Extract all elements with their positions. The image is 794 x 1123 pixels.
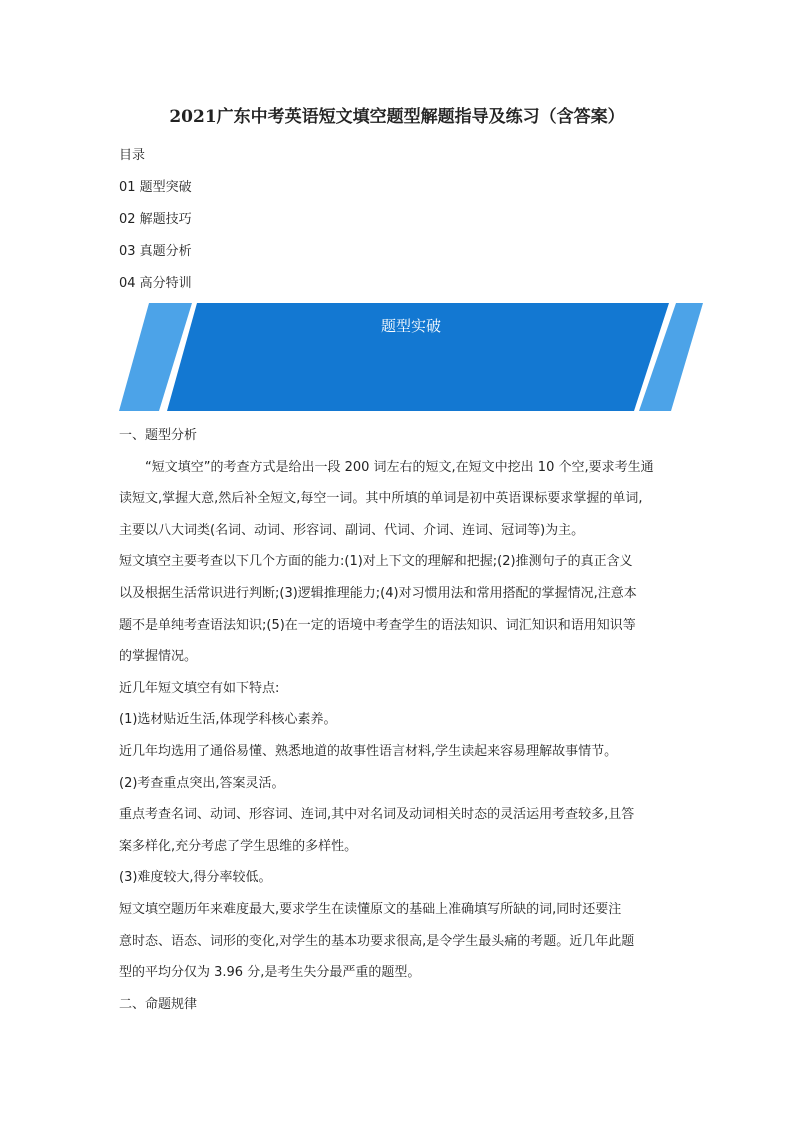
paragraph-line: (2)考查重点突出,答案灵活。 (119, 775, 285, 791)
paragraph-line: 以及根据生活常识进行判断;(3)逻辑推理能力;(4)对习惯用法和常用搭配的掌握情况,注意本 (119, 585, 637, 601)
toc-item-3[interactable]: 03 真题分析 (119, 244, 192, 259)
section-heading: 二、命题规律 (119, 996, 198, 1012)
section-heading: 一、题型分析 (119, 428, 198, 443)
paragraph-line: 案多样化,充分考虑了学生思维的多样性。 (119, 838, 358, 854)
toc-item-2[interactable]: 02 解题技巧 (119, 212, 192, 227)
paragraph-line: 主要以八大词类(名词、动词、形容词、副词、代词、介词、连词、冠词等)为主。 (119, 522, 585, 538)
page-title: 2021广东中考英语短文填空题型解题指导及练习（含答案） (169, 107, 625, 127)
paragraph-line: 近几年均选用了通俗易懂、熟悉地道的故事性语言材料,学生读起来容易理解故事情节。 (119, 743, 618, 759)
paragraph-line: 型的平均分仅为 3.96 分,是考生失分最严重的题型。 (119, 965, 421, 981)
paragraph-line: (3)难度较大,得分率较低。 (119, 870, 272, 886)
section-banner (119, 303, 703, 411)
paragraph-line: 短文填空主要考查以下几个方面的能力:(1)对上下文的理解和把握;(2)推测句子的真正含义 (119, 554, 633, 570)
toc-heading: 目录 (119, 148, 146, 163)
paragraph-line: 近几年短文填空有如下特点: (119, 680, 280, 696)
body-text (119, 420, 677, 1020)
toc-item-1[interactable]: 01 题型突破 (119, 180, 192, 195)
paragraph-line: 的掌握情况。 (119, 649, 198, 665)
paragraph-line: 重点考查名词、动词、形容词、连词,其中对名词及动词相关时态的灵活运用考查较多,且答 (119, 807, 635, 823)
paragraph-line: “短文填空”的考查方式是给出一段 200 词左右的短文,在短文中挖出 10 个空,要求考生通 (145, 459, 654, 475)
paragraph-line: 意时态、语态、词形的变化,对学生的基本功要求很高,是令学生最头痛的考题。近几年此题 (119, 933, 635, 949)
banner-title: 题型实破 (380, 317, 441, 335)
toc-item-4[interactable]: 04 高分特训 (119, 276, 192, 291)
paragraph-line: (1)选材贴近生活,体现学科核心素养。 (119, 712, 337, 728)
paragraph-line: 短文填空题历年来难度最大,要求学生在读懂原文的基础上准确填写所缺的词,同时还要注 (119, 901, 622, 917)
paragraph-line: 题不是单纯考查语法知识;(5)在一定的语境中考查学生的语法知识、词汇知识和语用知识等 (119, 617, 636, 633)
paragraph-line: 读短文,掌握大意,然后补全短文,每空一词。其中所填的单词是初中英语课标要求掌握的单词, (119, 491, 643, 507)
table-of-contents (119, 140, 192, 300)
